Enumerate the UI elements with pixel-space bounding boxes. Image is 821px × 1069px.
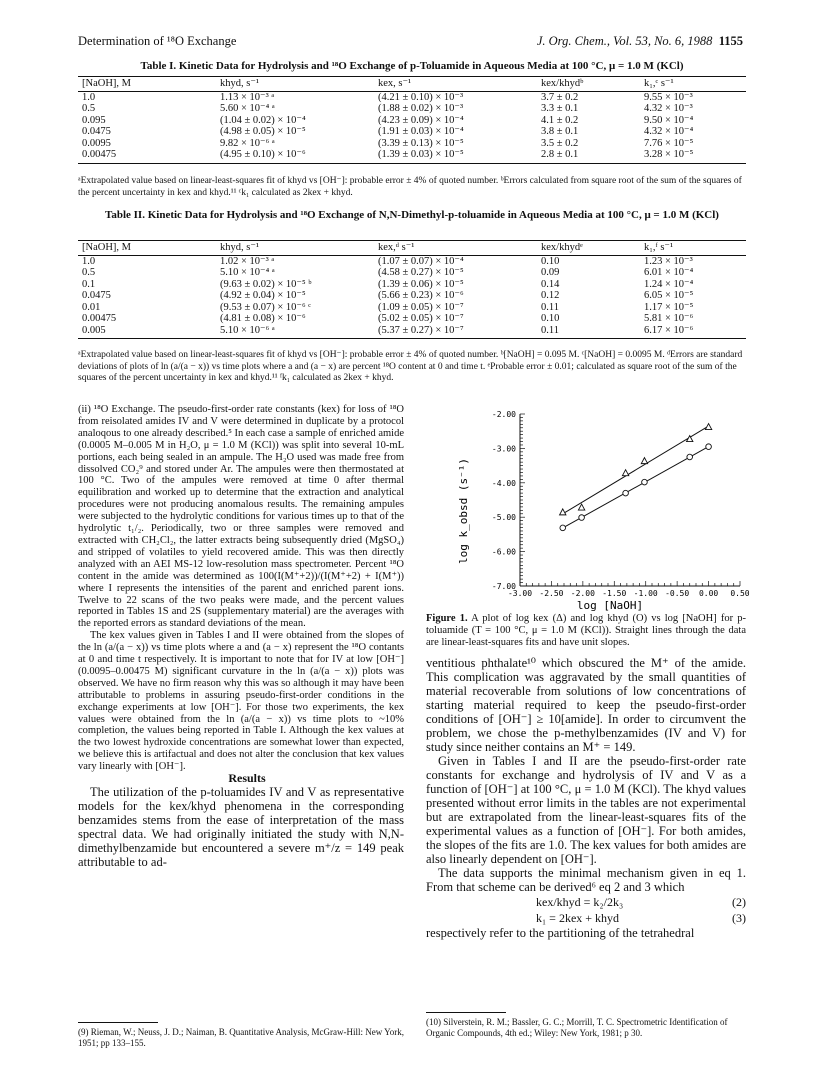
table2-cell: 1.02 × 10⁻³ ᵃ xyxy=(220,255,275,267)
table1-cell: (1.39 ± 0.03) × 10⁻⁵ xyxy=(374,149,537,163)
table2-cell: (5.66 ± 0.23) × 10⁻⁶ xyxy=(378,290,464,301)
table2-row xyxy=(78,267,746,279)
table1-cell: 4.1 ± 0.2 xyxy=(541,114,579,126)
table2-header-row xyxy=(78,241,746,256)
table2-cell: 6.17 × 10⁻⁶ xyxy=(640,325,746,339)
footnote-right: (10) Silverstein, R. M.; Bassler, G. C.; Morrill, T. C. Spectrometric Identification of Organic Compounds, 4th ed.; Wiley: New York, 1981; p 30. xyxy=(426,1017,728,1038)
equation-2 xyxy=(426,894,746,910)
table2-cell: (5.37 ± 0.27) × 10⁻⁷ xyxy=(374,325,537,339)
table1-header: [NaOH], M xyxy=(78,77,216,92)
table1-caption: Table I. Kinetic Data for Hydrolysis and ¹⁸O Exchange of p-Toluamide in Aqueous Media at 100 °C, μ = 1.0 M (KCl) xyxy=(140,60,684,72)
table1-cell: 1.13 × 10⁻³ ᵃ xyxy=(220,91,275,103)
table2-cell: 0.00475 xyxy=(82,313,117,324)
paragraph-results: The utilization of the p-toluamides IV and V as representative models for the kex/khyd phenomena in the corresponding benzamides stems from the ease of interpretation of the mass spectral data. We had originally initiated the study with N,N-dimethylbenzamide but encountered a severe m⁺/z = 149 peak attributable to ad- xyxy=(78,785,404,869)
results-heading: Results xyxy=(228,771,266,786)
equation-3 xyxy=(426,910,746,926)
y-tick-label: -6.00 xyxy=(491,547,516,557)
table2-cell: (9.63 ± 0.02) × 10⁻⁵ ᵇ xyxy=(220,278,312,290)
table2-cell: 1.17 × 10⁻⁵ xyxy=(644,301,694,313)
table1-row xyxy=(78,91,746,103)
table2-cell: (4.58 ± 0.27) × 10⁻⁵ xyxy=(378,267,464,278)
table2-cell: 0.5 xyxy=(82,267,96,278)
table2-cell: 0.09 xyxy=(541,267,560,278)
x-tick-label: -2.00 xyxy=(570,589,595,598)
table2-cell: 0.11 xyxy=(541,301,559,313)
table1-header-row xyxy=(78,77,746,92)
table1-row xyxy=(78,126,746,138)
table2-cell: (1.07 ± 0.07) × 10⁻⁴ xyxy=(378,255,464,267)
figure-1-plot xyxy=(450,406,750,612)
table2-row xyxy=(78,325,746,339)
table2-cell: 0.10 xyxy=(541,313,560,324)
table2-cell: (1.39 ± 0.06) × 10⁻⁵ xyxy=(378,278,464,290)
table1-footnote: ᵃExtrapolated value based on linear-least-squares fit of khyd vs [OH⁻]: probable error ± 4% of quoted number. ᵇErrors calculated from square root of the sum of the squares of the percent uncertainty in kex and khyd.¹¹ ᶜk₁ calculated as 2kex + khyd. xyxy=(78,176,742,198)
table2-cell: 5.10 × 10⁻⁴ ᵃ xyxy=(220,267,275,278)
table1-cell: (1.88 ± 0.02) × 10⁻³ xyxy=(378,103,464,114)
table1-cell: (4.23 ± 0.09) × 10⁻⁴ xyxy=(378,114,464,126)
table1-header: khyd, s⁻¹ xyxy=(216,77,374,92)
table1-cell: 0.5 xyxy=(82,103,96,114)
y-axis-label: log k_obsd (s⁻¹) xyxy=(457,458,470,564)
journal-citation: J. Org. Chem., Vol. 53, No. 6, 1988 xyxy=(536,34,713,48)
x-tick-label: -0.50 xyxy=(665,589,690,598)
paragraph-phthalate: ventitious phthalate¹⁰ which obscured the M⁺ of the amide. This complication was aggravated by the small quantities of material recoverable from solutions of low concentrations of starting material required to keep the pseudo-first-order conditions of [OH⁻] ≥ 10[amide]. In order to circumvent the problem, we chose the p-methylbenzamides (IV and V) for study since neither contains an M⁺ = 149. xyxy=(426,656,746,754)
table2-row xyxy=(78,279,746,291)
table2-cell: 0.12 xyxy=(541,290,560,301)
table2-header: khyd, s⁻¹ xyxy=(216,241,374,256)
paragraph-partitioning: respectively refer to the partitioning of the tetrahedral xyxy=(426,926,695,940)
equation-2-body: kex/khyd = k₂/2k₃ xyxy=(536,895,624,909)
kex-point-triangle xyxy=(641,458,647,464)
table1 xyxy=(78,76,746,164)
table2-cell: (4.92 ± 0.04) × 10⁻⁵ xyxy=(220,290,306,301)
x-tick-label: -1.00 xyxy=(633,589,658,598)
table2 xyxy=(78,240,746,339)
table2-footnote: ᵃExtrapolated value based on linear-least-squares fit of khyd vs [OH⁻]: probable error ± 4% of quoted number. ᵇ[NaOH] = 0.095 M. ᶜ[NaOH] = 0.0095 M. ᵈErrors are standard deviations of plots of ln (a/(a − x)) vs time plots where a and (a − x) are percent ¹⁸O content at 0 and time t. ᵉProbable error ± 0.01; calculated as square root of the sum of the squares of the percent uncertainty in kex and khyd.¹¹ ᶠk₁ calculated as 2kex + khyd. xyxy=(78,350,743,383)
kex-point-triangle xyxy=(578,504,584,510)
x-tick-label: -2.50 xyxy=(539,589,564,598)
table2-row xyxy=(78,255,746,267)
table1-header: kex, s⁻¹ xyxy=(374,77,537,92)
kex-point-triangle xyxy=(705,424,711,430)
y-tick-label: -3.00 xyxy=(491,444,516,454)
page-number: 1155 xyxy=(718,34,743,48)
figure-label: Figure 1. xyxy=(426,613,468,624)
y-tick-label: -5.00 xyxy=(491,513,516,523)
table1-cell: (4.95 ± 0.10) × 10⁻⁶ xyxy=(216,149,374,163)
table2-header: kex/khydᵉ xyxy=(537,241,640,256)
equation-3-body: k₁ = 2kex + khyd xyxy=(536,911,620,925)
y-tick-label: -4.00 xyxy=(491,478,516,488)
table2-cell: (4.81 ± 0.08) × 10⁻⁶ xyxy=(220,313,306,324)
table2-header: k₁,ᶠ s⁻¹ xyxy=(640,241,746,256)
table1-cell: (4.21 ± 0.10) × 10⁻³ xyxy=(378,91,464,103)
table1-cell: 3.5 ± 0.2 xyxy=(541,137,579,149)
fit-line-triangle xyxy=(563,426,709,514)
table1-cell: 0.0095 xyxy=(82,137,111,149)
equation-2-number: (2) xyxy=(732,895,746,909)
table2-cell: 0.01 xyxy=(82,301,101,313)
table1-cell: 9.82 × 10⁻⁶ ᵃ xyxy=(220,137,275,149)
table2-cell: 0.1 xyxy=(82,278,96,290)
table2-cell: 0.11 xyxy=(537,325,640,339)
table2-header: kex,ᵈ s⁻¹ xyxy=(374,241,537,256)
table2-row xyxy=(78,290,746,302)
data-points xyxy=(560,424,712,531)
y-tick-label: -2.00 xyxy=(491,410,516,419)
figure-caption-text: A plot of log kex (Δ) and log khyd (O) vs log [NaOH] for p-toluamide (T = 100 °C, μ = 1.0 M (KCl)). Straight lines through the data are linear-least-squares fits and have unit slopes. xyxy=(426,613,746,648)
table1-cell: 5.60 × 10⁻⁴ ᵃ xyxy=(220,103,275,114)
kex-point-triangle xyxy=(622,470,628,476)
table1-cell: (1.04 ± 0.02) × 10⁻⁴ xyxy=(220,114,306,126)
table1-cell: 9.50 × 10⁻⁴ xyxy=(644,114,694,126)
khyd-point-circle xyxy=(579,515,585,521)
table2-cell: (1.09 ± 0.05) × 10⁻⁷ xyxy=(378,301,464,313)
table2-row xyxy=(78,302,746,314)
table1-cell: 3.28 × 10⁻⁵ xyxy=(640,149,746,163)
table1-cell: 3.3 ± 0.1 xyxy=(541,103,579,114)
table2-cell: 5.81 × 10⁻⁶ xyxy=(644,313,694,324)
khyd-point-circle xyxy=(687,454,693,460)
x-axis-label: log [NaOH] xyxy=(576,599,644,612)
table1-row xyxy=(78,138,746,150)
table2-cell: 6.05 × 10⁻⁵ xyxy=(644,290,694,301)
left-column xyxy=(78,404,404,869)
table2-header: [NaOH], M xyxy=(78,241,216,256)
table1-cell: (3.39 ± 0.13) × 10⁻⁵ xyxy=(378,137,464,149)
khyd-point-circle xyxy=(623,490,629,496)
figure-1-caption xyxy=(426,613,746,649)
table2-caption: Table II. Kinetic Data for Hydrolysis and ¹⁸O Exchange of N,N-Dimethyl-p-toluamide in Aqueous Media at 100 °C, μ = 1.0 M (KCl) xyxy=(105,209,719,221)
table1-header: kex/khydᵇ xyxy=(537,77,640,92)
paragraph-exchange: (ii) ¹⁸O Exchange. The pseudo-first-order rate constants (kex) for loss of ¹⁸O from reisolated amides IV and V were determined in duplicate by a protocol analoqous to one already described.⁵ In each case a sample of enriched amide (0.0005 M–0.005 M in H₂O, μ = 1.0 M (KCl)) was split into several 10-mL portions, each being sealed in an ampule. The H₂O used was made free from dissolved CO₂⁹ and stored under Ar. The ampules were then thermostated at 100 °C. Two of the ampules were removed at time 0 after thermal equilibration and worked up to determine that the extraction and analytical procedures were not producing anomalous results. The remaining ampules were subjected to the hydrolytic conditions for various times up to that of the hydrolytic t₁/₂. Periodically, two or three samples were removed and extracted with CH₂Cl₂, the latter extracts being subsequently dried (MgSO₄) and stripped of volatiles to yield recovered amide. This was then directly analyzed with an AEI MS-12 low-resolution mass spectrometer. Percent ¹⁸O content in the amide was determined as 100(I(M⁺+2))/(I(M⁺+2) + I(M⁺)) where I represents the intensities of the parent and enriched parent ions. Twelve to 22 scans of the two peaks were made, and the percent values reported in Tables 1S and 2S (supplementary material) are the averages with the reported errors as standard deviations of the mean. xyxy=(78,404,404,630)
table2-cell: 0.14 xyxy=(541,278,560,290)
table1-cell: 4.32 × 10⁻³ xyxy=(644,103,693,114)
table1-row xyxy=(78,103,746,115)
table1-cell: 9.55 × 10⁻³ xyxy=(644,91,693,103)
table1-cell: 0.0475 xyxy=(82,126,111,137)
paragraph-rate-constants: Given in Tables I and II are the pseudo-first-order rate constants for exchange and hydrolysis of IV and V as a function of [OH⁻] at 100 °C, μ = 1.0 M (KCl). The khyd values presented without error limits in the tables are not experimental but are extrapolated from the linear-least-squares fits of the experimental values as a function of [OH⁻]. For both amides, the slopes of the fits are 1.0. The kex values for both amides are also linearly dependent on [OH⁻]. xyxy=(426,754,746,866)
fit-line-circle xyxy=(563,447,709,528)
footnote-left: (9) Rieman, W.; Neuss, J. D.; Naiman, B. Quantitative Analysis, McGraw-Hill: New York, 1951; pp 133–155. xyxy=(78,1027,404,1048)
footnote-rule-left xyxy=(78,1022,158,1023)
khyd-point-circle xyxy=(642,479,648,485)
table2-cell: 5.10 × 10⁻⁶ ᵃ xyxy=(216,325,374,339)
x-axis-ticks xyxy=(508,581,750,598)
table1-cell: (4.98 ± 0.05) × 10⁻⁵ xyxy=(220,126,306,137)
paragraph-kex-values: The kex values given in Tables I and II were obtained from the slopes of the ln (a/(a − x)) vs time plots where a and (a − x) represent the ¹⁸O contants at 0 and time t respectively. It is important to note that for IV at low [OH⁻] (0.0095–0.00475 M) significant curvature in the ln (a/(a − x)) plots was observed. We have no firm reason why this was so although it may have been attributable to problems in assuring pseudo-first-order conditions in the exchange experiments at low [OH⁻]. For those two experiments, the kex values were obtained from the ln (a/(a − x)) vs time plots to ~10% completion, the values being reported in Table I. Although the kex values at the two lowest hydroxide concentrations are somewhat lower than expected, we believe this is artifactual and does not alter the conclusion that kex values vary linearly with [OH⁻]. xyxy=(78,630,404,773)
running-header-left: Determination of ¹⁸O Exchange xyxy=(78,34,237,48)
equation-3-number: (3) xyxy=(732,911,746,925)
table1-cell: 0.00475 xyxy=(78,149,216,163)
table2-cell: 0.10 xyxy=(541,255,560,267)
table1-cell: 3.7 ± 0.2 xyxy=(541,91,579,103)
x-tick-label: -3.00 xyxy=(507,589,533,598)
right-column xyxy=(426,656,746,940)
table1-cell: 4.32 × 10⁻⁴ xyxy=(644,126,694,137)
table1-cell: 2.8 ± 0.1 xyxy=(537,149,640,163)
table1-cell: 0.095 xyxy=(82,114,106,126)
table1-row xyxy=(78,115,746,127)
x-tick-label: -1.50 xyxy=(602,589,627,598)
kex-point-triangle xyxy=(560,509,566,515)
table1-cell: 1.0 xyxy=(82,91,96,103)
table1-cell: 7.76 × 10⁻⁵ xyxy=(644,137,694,149)
table2-cell: 1.24 × 10⁻⁴ xyxy=(644,278,694,290)
khyd-point-circle xyxy=(706,444,712,450)
table2-cell: 0.0475 xyxy=(82,290,111,301)
khyd-point-circle xyxy=(560,525,566,531)
table2-row xyxy=(78,313,746,325)
plot-axes xyxy=(520,414,740,586)
footnote-rule-right xyxy=(426,1012,506,1013)
y-tick-label: -7.00 xyxy=(491,582,516,591)
table2-cell: (5.02 ± 0.05) × 10⁻⁷ xyxy=(378,313,464,324)
table1-cell: (1.91 ± 0.03) × 10⁻⁴ xyxy=(378,126,464,137)
table1-cell: 3.8 ± 0.1 xyxy=(541,126,579,137)
x-tick-label: 0.50 xyxy=(730,589,750,598)
table2-cell: (9.53 ± 0.07) × 10⁻⁶ ᶜ xyxy=(220,301,311,313)
running-header-right xyxy=(537,34,743,49)
table2-cell: 1.23 × 10⁻³ xyxy=(644,255,693,267)
paragraph-mechanism: The data supports the minimal mechanism given in eq 1. From that scheme can be derived⁶ eq 2 and 3 which xyxy=(426,866,746,894)
table2-cell: 6.01 × 10⁻⁴ xyxy=(644,267,694,278)
table2-cell: 0.005 xyxy=(78,325,216,339)
x-tick-label: 0.00 xyxy=(698,589,719,598)
table2-cell: 1.0 xyxy=(82,255,96,267)
table1-row xyxy=(78,149,746,163)
table1-header: k₁,ᶜ s⁻¹ xyxy=(640,77,746,92)
